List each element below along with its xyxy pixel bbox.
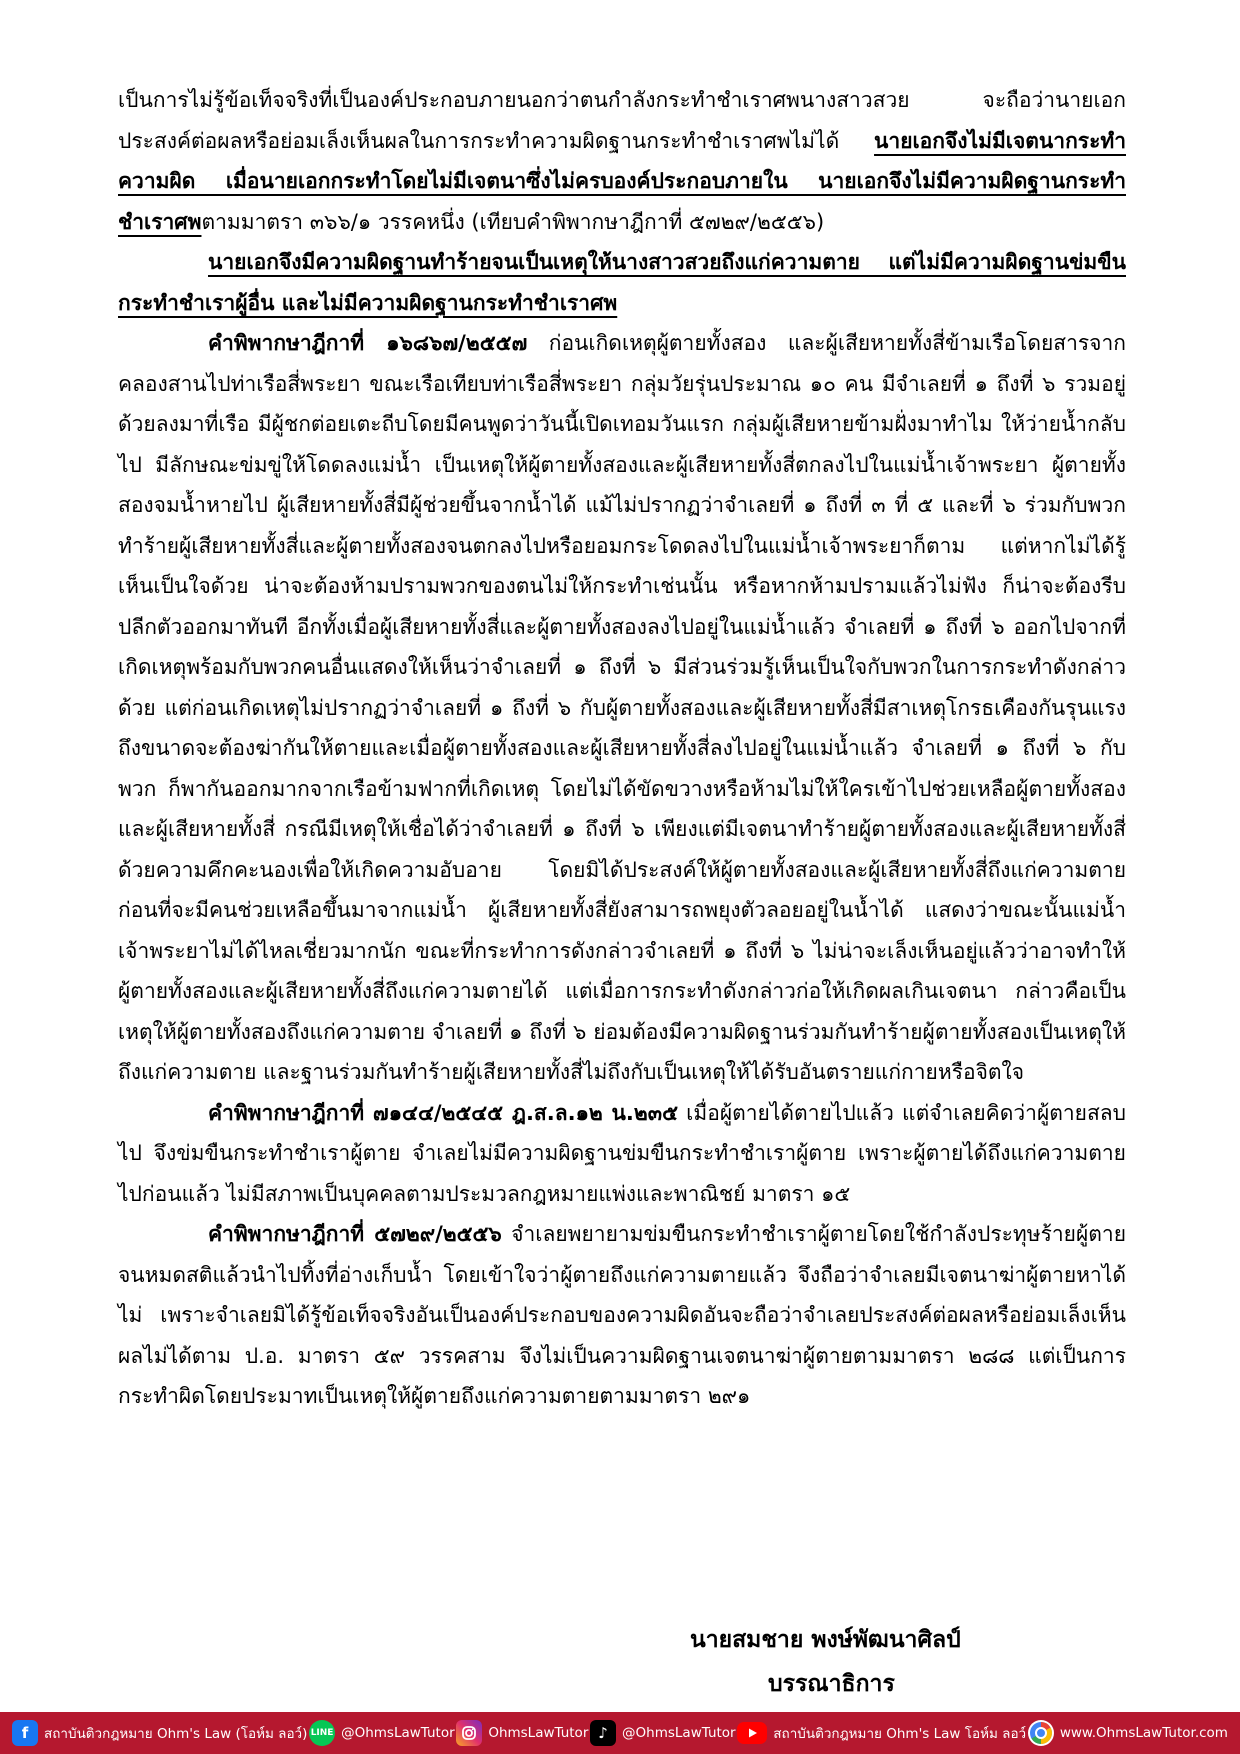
paragraph-case-1 bbox=[118, 323, 1126, 1093]
case-2-reference: คำพิพากษาฎีกาที่ ๗๑๔๔/๒๕๔๕ ฎ.ส.ล.๑๒ น.๒๓๕ bbox=[208, 1100, 678, 1125]
footer-youtube-link[interactable] bbox=[737, 1722, 1026, 1744]
conclusion-text: นายเอกจึงมีความผิดฐานทำร้ายจนเป็นเหตุให้นางสาวสวยถึงแก่ความตาย แต่ไม่มีความผิดฐานข่มขืนกระทำชำเราผู้อื่น และไม่มีความผิดฐานกระทำชำเราศพ bbox=[118, 250, 1126, 315]
paragraph-conclusion bbox=[118, 242, 1126, 323]
case-1-text: ก่อนเกิดเหตุผู้ตายทั้งสอง และผู้เสียหายทั้งสี่ข้ามเรือโดยสารจากคลองสานไปท่าเรือสี่พระยา ขณะเรือเทียบท่าเรือสี่พระยา กลุ่มวัยรุ่นประมาณ ๑๐ คน มีจำเลยที่ ๑ ถึงที่ ๖ รวมอยู่ด้วยลงมาที่เรือ มีผู้ชกต่อยเตะถีบโดยมีคนพูดว่าวันนี้เปิดเทอมวันแรก กลุ่มผู้เสียหายข้ามฝั่งมาทำไม ให้ว่ายน้ำกลับไป มีลักษณะข่มขู่ให้โดดลงแม่น้ำ เป็นเหตุให้ผู้ตายทั้งสองและผู้เสียหายทั้งสี่ตกลงไปในแม่น้ำเจ้าพระยา ผู้ตายทั้งสองจมน้ำหายไป ผู้เสียหายทั้งสี่มีผู้ช่วยขึ้นจากน้ำได้ แม้ไม่ปรากฏว่าจำเลยที่ ๑ ถึงที่ ๓ ที่ ๕ และที่ ๖ ร่วมกับพวกทำร้ายผู้เสียหายทั้งสี่และผู้ตายทั้งสองจนตกลงไปหรือยอมกระโดดลงไปในแม่น้ำเจ้าพระยาก็ตาม แต่หากไม่ได้รู้เห็นเป็นใจด้วย น่าจะต้องห้ามปรามพวกของตนไม่ให้กระทำเช่นนั้น หรือหากห้ามปรามแล้วไม่ฟัง ก็น่าจะต้องรีบปลีกตัวออกมาทันที อีกทั้งเมื่อผู้เสียหายทั้งสี่และผู้ตายทั้งสองลงไปอยู่ในแม่น้ำแล้ว จำเลยที่ ๑ ถึงที่ ๖ ออกไปจากที่เกิดเหตุพร้อมกับพวกคนอื่นแสดงให้เห็นว่าจำเลยที่ ๑ ถึงที่ ๖ มีส่วนร่วมรู้เห็นเป็นใจกับพวกในการกระทำดังกล่าวด้วย แต่ก่อนเกิดเหตุไม่ปรากฏว่าจำเลยที่ ๑ ถึงที่ ๖ กับผู้ตายทั้งสองและผู้เสียหายทั้งสี่มีสาเหตุโกรธเคืองกันรุนแรงถึงขนาดจะต้องฆ่ากันให้ตายและเมื่อผู้ตายทั้งสองและผู้เสียหายทั้งสี่ลงไปอยู่ในแม่น้ำแล้ว จำเลยที่ ๑ ถึงที่ ๖ กับพวก ก็พากันออกมากจากเรือข้ามฟากที่เกิดเหตุ โดยไม่ได้ขัดขวางหรือห้ามไม่ให้ใครเข้าไปช่วยเหลือผู้ตายทั้งสองและผู้เสียหายทั้งสี่ กรณีมีเหตุให้เชื่อได้ว่าจำเลยที่ ๑ ถึงที่ ๖ เพียงแต่มีเจตนาทำร้ายผู้ตายทั้งสองและผู้เสียหายทั้งสี่ด้วยความคึกคะนองเพื่อให้เกิดความอับอาย โดยมิได้ประสงค์ให้ผู้ตายทั้งสองและผู้เสียหายทั้งสี่ถึงแก่ความตาย ก่อนที่จะมีคนช่วยเหลือขึ้นมาจากแม่น้ำ ผู้เสียหายทั้งสี่ยังสามารถพยุงตัวลอยอยู่ในน้ำได้ แสดงว่าขณะนั้นแม่น้ำเจ้าพระยาไม่ได้ไหลเชี่ยวมากนัก ขณะที่กระทำการดังกล่าวจำเลยที่ ๑ ถึงที่ ๖ ไม่น่าจะเล็งเห็นอยู่แล้วว่าอาจทำให้ผู้ตายทั้งสองและผู้เสียหายทั้งสี่ถึงแก่ความตายได้ แต่เมื่อการกระทำดังกล่าวก่อให้เกิดผลเกินเจตนา กล่าวคือเป็นเหตุให้ผู้ตายทั้งสองถึงแก่ความตาย จำเลยที่ ๑ ถึงที่ ๖ ย่อมต้องมีความผิดฐานร่วมกันทำร้ายผู้ตายทั้งสองเป็นเหตุให้ถึงแก่ความตาย และฐานร่วมกันทำร้ายผู้เสียหายทั้งสี่ไม่ถึงกับเป็นเหตุให้ได้รับอันตรายแก่กายหรือจิตใจ bbox=[118, 331, 1126, 1084]
case-3-reference: คำพิพากษาฎีกาที่ ๕๗๒๙/๒๕๕๖ bbox=[208, 1222, 502, 1246]
document-body bbox=[118, 80, 1126, 1417]
instagram-icon bbox=[456, 1720, 482, 1746]
footer-tiktok-link[interactable] bbox=[590, 1720, 736, 1746]
footer-website-label: www.OhmsLawTutor.com bbox=[1059, 1725, 1228, 1741]
case-3-text: จำเลยพยายามข่มขืนกระทำชำเราผู้ตายโดยใช้กำลังประทุษร้ายผู้ตายจนหมดสติแล้วนำไปทิ้งที่อ่างเก็บน้ำ โดยเข้าใจว่าผู้ตายถึงแก่ความตายแล้ว จึงถือว่าจำเลยมีเจตนาฆ่าผู้ตายหาได้ไม่ เพราะจำเลยมิได้รู้ข้อเท็จจริงอันเป็นองค์ประกอบของความผิดอันจะถือว่าจำเลยประสงค์ต่อผลหรือย่อมเล็งเห็นผลไม่ได้ตาม ป.อ. มาตรา ๕๙ วรรคสาม จึงไม่เป็นความผิดฐานเจตนาฆ่าผู้ตายตามมาตรา ๒๘๘ แต่เป็นการกระทำผิดโดยประมาทเป็นเหตุให้ผู้ตายถึงแก่ความตายตามมาตรา ๒๙๑ bbox=[118, 1222, 1126, 1408]
paragraph-analysis bbox=[118, 80, 1126, 242]
editor-role: บรรณาธิการ bbox=[768, 1671, 895, 1697]
globe-icon bbox=[1028, 1720, 1054, 1746]
youtube-icon bbox=[737, 1722, 767, 1744]
line-icon: LINE bbox=[309, 1720, 335, 1746]
paragraph-case-2 bbox=[118, 1093, 1126, 1215]
signature-block bbox=[690, 1618, 990, 1706]
footer-website-link[interactable] bbox=[1028, 1720, 1228, 1746]
facebook-icon: f bbox=[12, 1720, 38, 1746]
case-1-reference: คำพิพากษาฎีกาที่ ๑๖๘๖๗/๒๕๕๗ bbox=[208, 331, 528, 355]
footer-tiktok-label: @OhmsLawTutor bbox=[622, 1725, 736, 1741]
editor-name: นายสมชาย พงษ์พัฒนาศิลป์ bbox=[690, 1627, 961, 1653]
footer-facebook-link[interactable] bbox=[12, 1720, 307, 1746]
analysis-reference: ตามมาตรา ๓๖๖/๑ วรรคหนึ่ง (เทียบคำพิพากษาฎีกาที่ ๕๗๒๙/๒๕๕๖) bbox=[201, 209, 825, 234]
tiktok-icon: ♪ bbox=[590, 1720, 616, 1746]
footer-instagram-link[interactable] bbox=[456, 1720, 588, 1746]
analysis-text: เป็นการไม่รู้ข้อเท็จจริงที่เป็นองค์ประกอบภายนอกว่าตนกำลังกระทำชำเราศพนางสาวสวย จะถือว่านายเอกประสงค์ต่อผลหรือย่อมเล็งเห็นผลในการกระทำความผิดฐานกระทำชำเราศพไม่ได้ bbox=[118, 88, 1126, 153]
footer-youtube-label: สถาบันติวกฎหมาย Ohm's Law โอห์ม ลอว์ bbox=[773, 1726, 1027, 1742]
social-footer bbox=[0, 1712, 1240, 1754]
paragraph-case-3 bbox=[118, 1214, 1126, 1417]
footer-facebook-label: สถาบันติวกฎหมาย Ohm's Law (โอห์ม ลอว์) bbox=[44, 1726, 308, 1742]
footer-instagram-label: OhmsLawTutor bbox=[488, 1725, 589, 1741]
analysis-holding: นายเอกจึงไม่มีเจตนากระทำความผิด เมื่อนายเอกกระทำโดยไม่มีเจตนาซึ่งไม่ครบองค์ประกอบภายใน นายเอกจึงไม่มีความผิดฐานกระทำชำเราศพ bbox=[118, 128, 1126, 234]
footer-line-link[interactable] bbox=[309, 1720, 455, 1746]
case-2-text: เมื่อผู้ตายได้ตายไปแล้ว แต่จำเลยคิดว่าผู้ตายสลบไป จึงข่มขืนกระทำชำเราผู้ตาย จำเลยไม่มีความผิดฐานข่มขืนกระทำชำเราผู้ตาย เพราะผู้ตายได้ถึงแก่ความตายไปก่อนแล้ว ไม่มีสภาพเป็นบุคคลตามประมวลกฎหมายแพ่งและพาณิชย์ มาตรา ๑๕ bbox=[118, 1100, 1127, 1206]
footer-line-label: @OhmsLawTutor bbox=[341, 1725, 455, 1741]
